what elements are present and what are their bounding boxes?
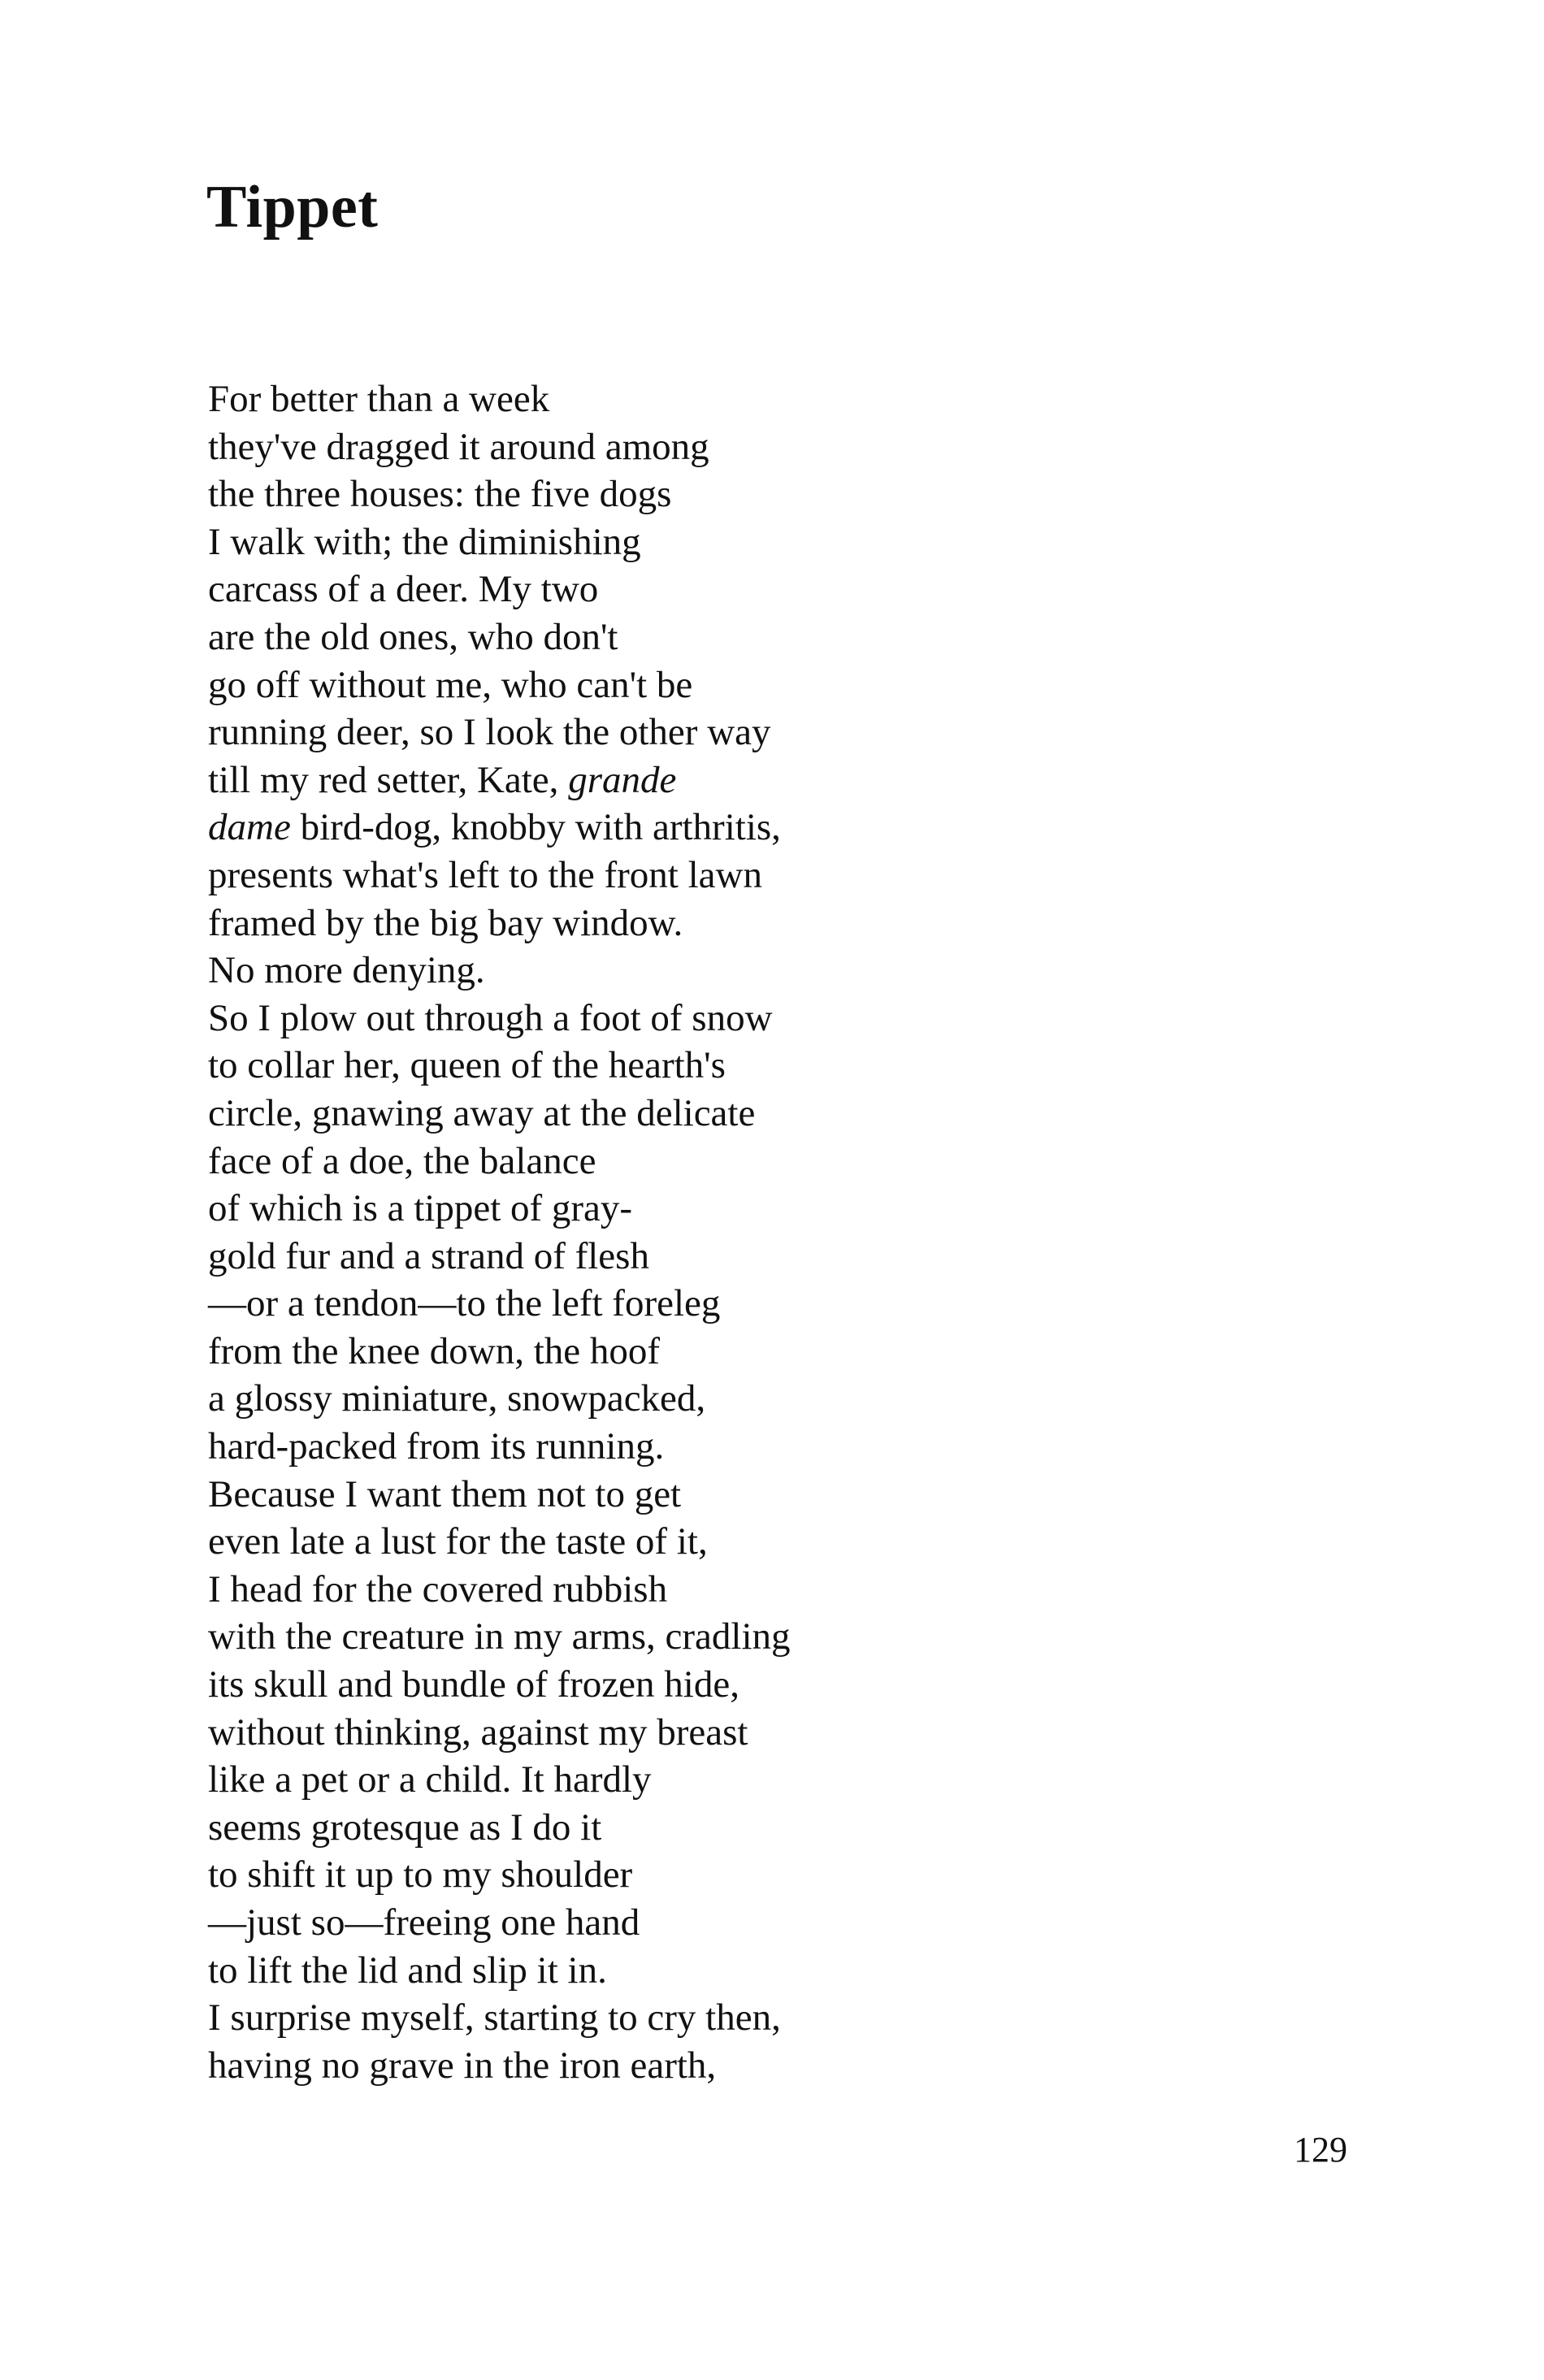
poem-line: —or a tendon—to the left foreleg — [208, 1282, 721, 1325]
poem-line: For better than a week — [208, 378, 550, 420]
italic-word: grande — [568, 758, 677, 801]
poem-line: without thinking, against my breast — [208, 1710, 748, 1754]
poem-line: I head for the covered rubbish — [208, 1567, 668, 1611]
poem-line: face of a doe, the balance — [208, 1139, 596, 1182]
poem-line: —just so—freeing one hand — [208, 1901, 640, 1944]
poem-line: of which is a tippet of gray- — [208, 1187, 633, 1230]
poem-line: running deer, so I look the other way — [208, 711, 771, 754]
poem-line: No more denying. — [208, 949, 485, 992]
poem-line: seems grotesque as I do it — [208, 1806, 602, 1849]
poem-line: I walk with; the diminishing — [208, 520, 641, 563]
poem-line: even late a lust for the taste of it, — [208, 1520, 708, 1563]
poem-line: with the creature in my arms, cradling — [208, 1615, 791, 1658]
poem-line: its skull and bundle of frozen hide, — [208, 1663, 739, 1706]
poem-line: circle, gnawing away at the delicate — [208, 1091, 756, 1134]
poem-line: a glossy miniature, snowpacked, — [208, 1377, 706, 1420]
poem-line: to collar her, queen of the hearth's — [208, 1044, 726, 1087]
poem-line: go off without me, who can't be — [208, 663, 693, 706]
poem-line: like a pet or a child. It hardly — [208, 1758, 652, 1801]
poem-line: are the old ones, who don't — [208, 615, 618, 658]
poem-title: Tippet — [206, 174, 379, 241]
poem-line: framed by the big bay window. — [208, 901, 683, 944]
poem-line: to shift it up to my shoulder — [208, 1853, 633, 1897]
poem-line: having no grave in the iron earth, — [208, 2044, 717, 2087]
poem-body — [208, 375, 791, 2089]
italic-word: dame — [208, 806, 291, 849]
poem-line: carcass of a deer. My two — [208, 568, 599, 611]
poem-line: the three houses: the five dogs — [208, 473, 672, 516]
poem-line: from the knee down, the hoof — [208, 1329, 661, 1372]
poem-line: gold fur and a strand of flesh — [208, 1234, 649, 1277]
poem-line: till my red setter, Kate, grande — [208, 758, 677, 801]
poem-line: dame bird-dog, knobby with arthritis, — [208, 806, 781, 849]
poem-line: Because I want them not to get — [208, 1472, 682, 1515]
poem-line: hard-packed from its running. — [208, 1425, 665, 1468]
page-number: 129 — [1294, 2130, 1347, 2170]
poem-line: I surprise myself, starting to cry then, — [208, 1996, 781, 2040]
poem-line: to lift the lid and slip it in. — [208, 1949, 607, 1992]
poem-line: presents what's left to the front lawn — [208, 853, 762, 896]
poem-line: So I plow out through a foot of snow — [208, 996, 773, 1039]
poem-line: they've dragged it around among — [208, 425, 709, 468]
